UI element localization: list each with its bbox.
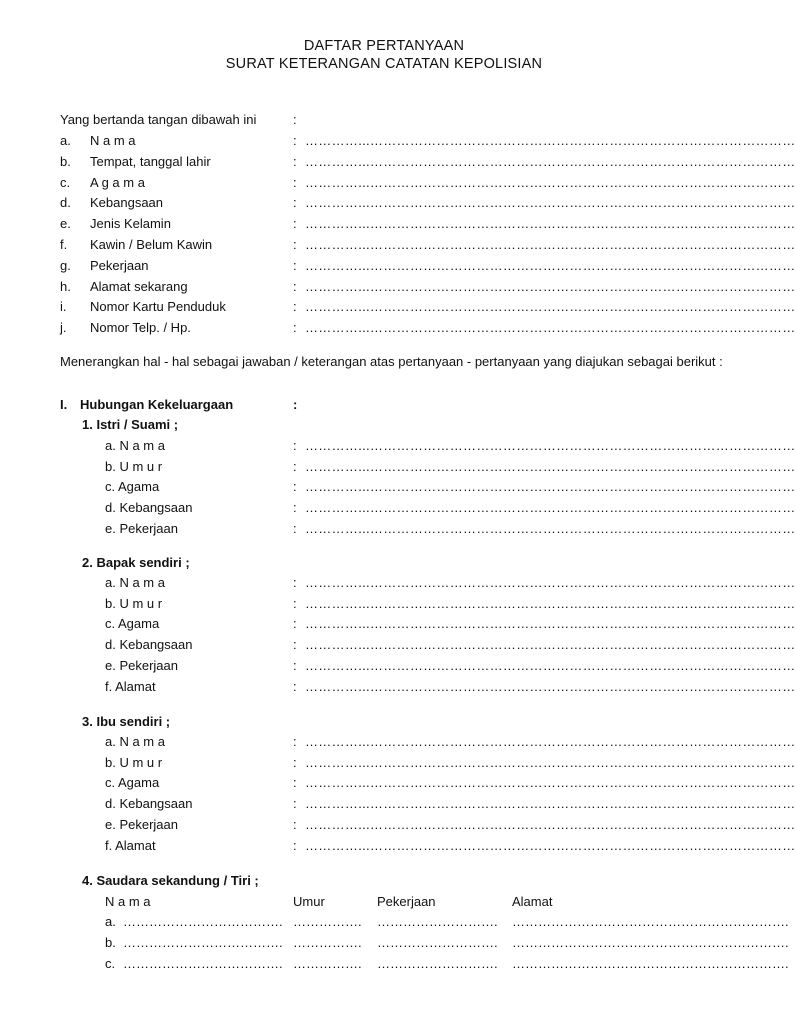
item-letter: d. xyxy=(60,195,71,211)
item-colon: : xyxy=(293,438,297,453)
item-letter: b. xyxy=(60,153,71,169)
answer-dotted-line[interactable]: …………...…………………………………………………………………………………… xyxy=(305,195,796,211)
personal-field-row xyxy=(0,216,796,232)
item-label: e. Pekerjaan xyxy=(105,520,178,536)
item-letter: c. xyxy=(60,174,71,190)
intro-colon: : xyxy=(293,112,297,127)
col-header-pekerjaan: Pekerjaan xyxy=(377,894,436,909)
col-header-umur: Umur xyxy=(293,894,325,909)
section-heading xyxy=(60,397,360,413)
istri-heading: 1. Istri / Suami ; xyxy=(82,417,179,432)
item-label: b. U m u r xyxy=(105,595,163,611)
istri-field-row xyxy=(0,458,796,475)
sibling-age-dots[interactable]: ……………. xyxy=(293,935,362,950)
bapak-field-row xyxy=(0,616,796,632)
answer-dotted-line[interactable]: …………...…………………………………………………………………………………… xyxy=(305,438,796,453)
answer-dotted-line[interactable]: …………...…………………………………………………………………………………… xyxy=(305,458,796,474)
personal-field-row xyxy=(0,257,796,274)
item-colon: : xyxy=(293,657,297,673)
item-colon: : xyxy=(293,520,297,536)
answer-dotted-line[interactable]: …………...…………………………………………………………………………………… xyxy=(305,257,796,273)
item-label: a. N a m a xyxy=(105,575,165,590)
item-label: c. Agama xyxy=(105,775,160,791)
section-colon: : xyxy=(293,397,298,412)
ibu-field-row xyxy=(0,734,796,750)
answer-dotted-line[interactable]: …………...…………………………………………………………………………………… xyxy=(305,816,796,832)
answer-dotted-line[interactable]: …………...…………………………………………………………………………………… xyxy=(305,216,796,232)
answer-dotted-line[interactable]: …………...…………………………………………………………………………………… xyxy=(305,616,796,632)
ibu-field-row xyxy=(0,754,796,771)
item-label: b. U m u r xyxy=(105,754,163,770)
item-label: c. Agama xyxy=(105,479,160,495)
sibling-address-dots[interactable]: ………………………………………………………. xyxy=(512,956,789,971)
item-letter: e. xyxy=(60,216,71,232)
item-colon: : xyxy=(293,637,297,653)
item-letter: i. xyxy=(60,299,67,315)
item-colon: : xyxy=(293,320,297,336)
personal-field-row xyxy=(0,153,796,170)
sibling-name-dots[interactable]: ………………………………. xyxy=(123,956,283,971)
item-colon: : xyxy=(293,174,297,190)
answer-dotted-line[interactable]: …………...…………………………………………………………………………………… xyxy=(305,754,796,770)
answer-dotted-line[interactable]: …………...…………………………………………………………………………………… xyxy=(305,734,796,749)
bapak-heading: 2. Bapak sendiri ; xyxy=(82,555,190,570)
item-label: Tempat, tanggal lahir xyxy=(90,153,211,169)
item-label: e. Pekerjaan xyxy=(105,657,178,673)
section-title: Hubungan Kekeluargaan xyxy=(80,397,234,412)
item-letter: a. xyxy=(60,133,71,148)
personal-field-row xyxy=(0,174,796,191)
bapak-field-row xyxy=(0,678,796,695)
item-colon: : xyxy=(293,796,297,812)
item-colon: : xyxy=(293,595,297,611)
answer-dotted-line[interactable]: …………...…………………………………………………………………………………… xyxy=(305,637,796,653)
item-colon: : xyxy=(293,458,297,474)
item-colon: : xyxy=(293,479,297,495)
answer-dotted-line[interactable]: …………...…………………………………………………………………………………… xyxy=(305,153,796,169)
bapak-field-row xyxy=(0,575,796,591)
sibling-job-dots[interactable]: ………………………. xyxy=(377,914,498,929)
document-title: DAFTAR PERTANYAAN xyxy=(303,38,465,54)
sibling-job-dots[interactable]: ………………………. xyxy=(377,935,498,950)
personal-field-row xyxy=(0,299,796,315)
item-colon: : xyxy=(293,500,297,516)
item-label: d. Kebangsaan xyxy=(105,637,193,653)
sibling-address-dots[interactable]: ………………………………………………………. xyxy=(512,914,789,929)
personal-field-row xyxy=(0,320,796,336)
answer-dotted-line[interactable]: …………...…………………………………………………………………………………… xyxy=(305,299,796,315)
item-colon: : xyxy=(293,775,297,791)
sibling-age-dots[interactable]: ……………. xyxy=(293,914,362,929)
item-label: Kawin / Belum Kawin xyxy=(90,237,213,252)
item-colon: : xyxy=(293,299,297,315)
istri-field-row xyxy=(0,438,796,454)
item-colon: : xyxy=(293,816,297,832)
item-colon: : xyxy=(293,237,297,252)
personal-field-row xyxy=(0,133,796,149)
bapak-field-row xyxy=(0,595,796,612)
answer-dotted-line[interactable]: …………...…………………………………………………………………………………… xyxy=(305,775,796,791)
item-label: Jenis Kelamin xyxy=(90,216,171,232)
item-label: Alamat sekarang xyxy=(90,278,188,294)
ibu-heading: 3. Ibu sendiri ; xyxy=(82,714,171,729)
item-label: b. U m u r xyxy=(105,458,163,474)
item-label: f. Alamat xyxy=(105,678,156,694)
answer-dotted-line[interactable]: …………...…………………………………………………………………………………… xyxy=(305,237,796,252)
item-letter: f. xyxy=(60,237,68,252)
item-colon: : xyxy=(293,257,297,273)
item-colon: : xyxy=(293,153,297,169)
answer-dotted-line[interactable]: …………...…………………………………………………………………………………… xyxy=(305,575,796,590)
item-colon: : xyxy=(293,575,297,590)
answer-dotted-line[interactable]: …………...…………………………………………………………………………………… xyxy=(305,500,796,516)
item-label: e. Pekerjaan xyxy=(105,816,178,832)
sibling-row-letter: b. xyxy=(105,935,116,950)
item-letter: j. xyxy=(60,320,67,336)
item-label: a. N a m a xyxy=(105,734,165,749)
sibling-name-dots[interactable]: ………………………………. xyxy=(123,914,283,929)
item-colon: : xyxy=(293,837,297,853)
answer-dotted-line[interactable]: …………...…………………………………………………………………………………… xyxy=(305,678,796,694)
intro-row xyxy=(60,112,730,128)
item-letter: g. xyxy=(60,257,71,273)
sibling-row-letter: c. xyxy=(105,956,116,971)
answer-dotted-line[interactable]: …………...…………………………………………………………………………………… xyxy=(305,479,796,495)
answer-dotted-line[interactable]: …………...…………………………………………………………………………………… xyxy=(305,595,796,611)
item-colon: : xyxy=(293,216,297,232)
personal-field-row xyxy=(0,278,796,295)
answer-dotted-line[interactable]: …………...…………………………………………………………………………………… xyxy=(305,174,796,190)
answer-dotted-line[interactable]: …………...…………………………………………………………………………………… xyxy=(305,520,796,536)
ibu-field-row xyxy=(0,816,796,833)
item-label: c. Agama xyxy=(105,616,160,632)
answer-dotted-line[interactable]: …………...…………………………………………………………………………………… xyxy=(305,657,796,673)
ibu-field-row xyxy=(0,796,796,812)
item-label: A g a m a xyxy=(90,174,145,190)
item-label: N a m a xyxy=(90,133,136,148)
item-colon: : xyxy=(293,678,297,694)
item-colon: : xyxy=(293,616,297,632)
answer-dotted-line[interactable]: …………...…………………………………………………………………………………… xyxy=(305,133,796,148)
item-label: Pekerjaan xyxy=(90,257,149,273)
answer-dotted-line[interactable]: …………...…………………………………………………………………………………… xyxy=(305,278,796,294)
answer-dotted-line[interactable]: …………...…………………………………………………………………………………… xyxy=(305,796,796,812)
item-colon: : xyxy=(293,278,297,294)
sibling-row-letter: a. xyxy=(105,914,116,929)
col-header-alamat: Alamat xyxy=(512,894,553,909)
sibling-job-dots[interactable]: ………………………. xyxy=(377,956,498,971)
item-label: d. Kebangsaan xyxy=(105,796,193,812)
sibling-address-dots[interactable]: ………………………………………………………. xyxy=(512,935,789,950)
explanation-paragraph: Menerangkan hal - hal sebagai jawaban / keterangan atas pertanyaan - pertanyaan yang diajukan sebagai berikut : xyxy=(60,354,723,369)
istri-field-row xyxy=(0,479,796,495)
intro-label: Yang bertanda tangan dibawah ini xyxy=(60,112,257,127)
sibling-name-dots[interactable]: ………………………………. xyxy=(123,935,283,950)
istri-field-row xyxy=(0,500,796,516)
item-colon: : xyxy=(293,754,297,770)
item-label: d. Kebangsaan xyxy=(105,500,193,516)
istri-field-row xyxy=(0,520,796,537)
ibu-field-row xyxy=(0,775,796,791)
ibu-field-row xyxy=(0,837,796,854)
saudara-heading: 4. Saudara sekandung / Tiri ; xyxy=(82,873,259,888)
answer-dotted-line[interactable]: …………...…………………………………………………………………………………… xyxy=(305,320,796,336)
item-label: Kebangsaan xyxy=(90,195,164,211)
item-label: Nomor Telp. / Hp. xyxy=(90,320,191,336)
item-letter: h. xyxy=(60,278,71,294)
bapak-field-row xyxy=(0,637,796,653)
item-label: f. Alamat xyxy=(105,837,156,853)
bapak-field-row xyxy=(0,657,796,674)
personal-field-row xyxy=(0,237,796,253)
item-colon: : xyxy=(293,734,297,749)
answer-dotted-line[interactable]: …………...…………………………………………………………………………………… xyxy=(305,837,796,853)
col-header-nama: N a m a xyxy=(105,894,151,909)
item-label: Nomor Kartu Penduduk xyxy=(90,299,226,315)
item-colon: : xyxy=(293,133,297,148)
sibling-age-dots[interactable]: ……………. xyxy=(293,956,362,971)
item-colon: : xyxy=(293,195,297,211)
document-subtitle: SURAT KETERANGAN CATATAN KEPOLISIAN xyxy=(225,56,543,72)
item-label: a. N a m a xyxy=(105,438,165,453)
personal-field-row xyxy=(0,195,796,211)
section-roman: I. xyxy=(60,397,68,412)
